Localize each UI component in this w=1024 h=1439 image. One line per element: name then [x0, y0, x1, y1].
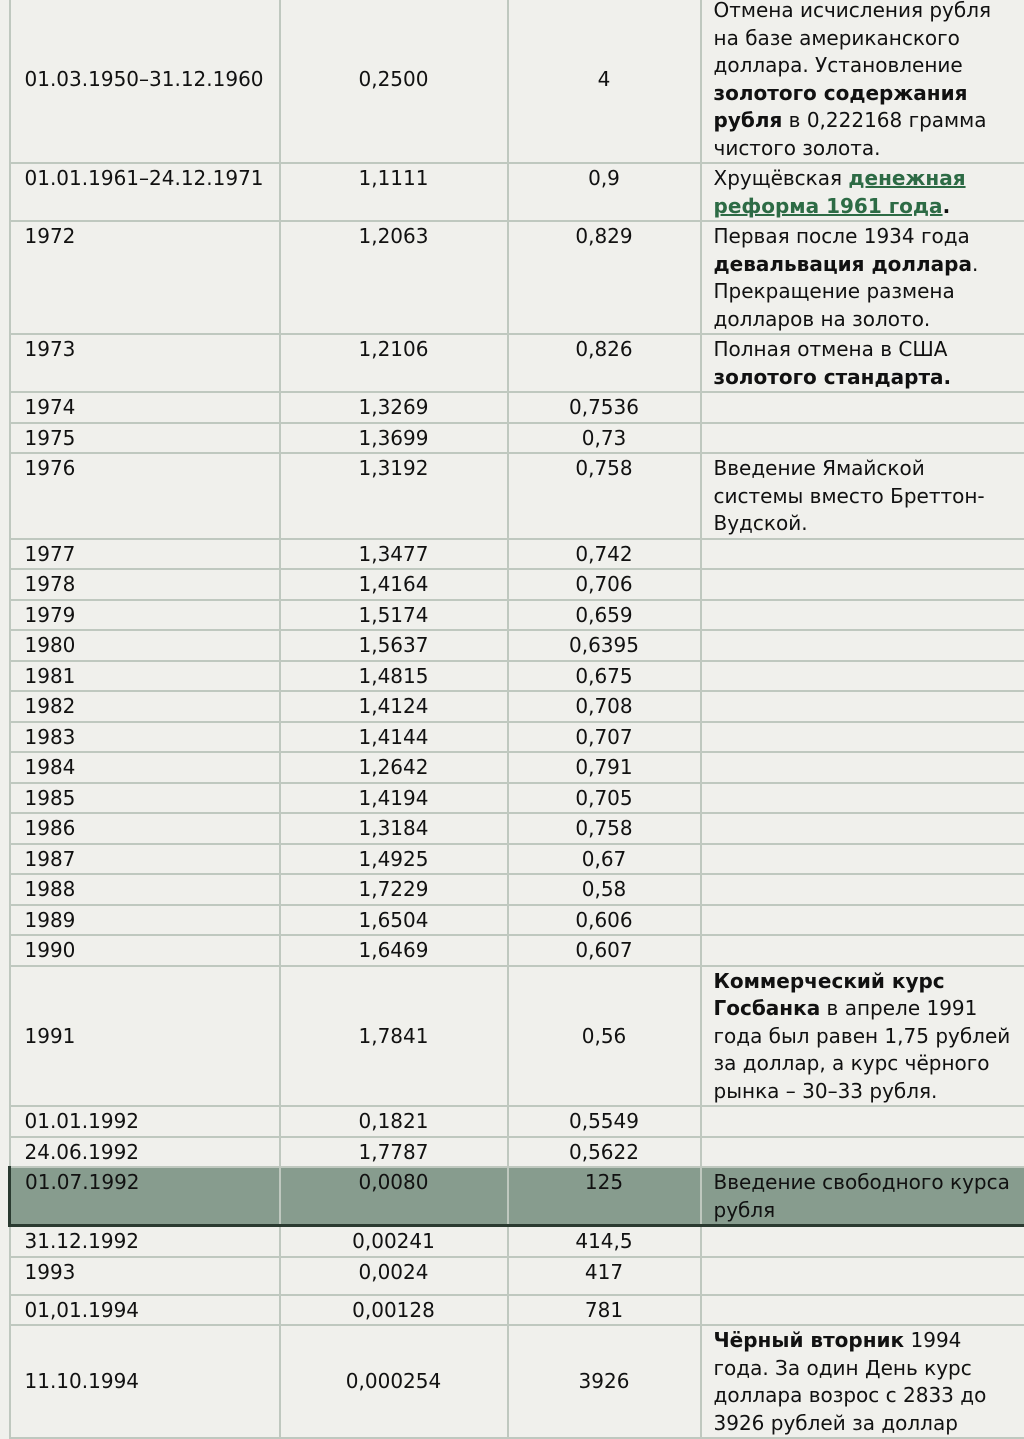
period-cell: 31.12.1992	[10, 1226, 280, 1257]
usd-to-rub-cell: 0,000254	[280, 1325, 508, 1438]
note-cell	[701, 221, 1024, 334]
note-cell	[701, 600, 1024, 631]
period-cell: 1974	[10, 392, 280, 423]
rub-to-usd-cell: 0,73	[508, 423, 701, 454]
usd-to-rub-cell: 1,1111	[280, 163, 508, 221]
period-cell: 1973	[10, 334, 280, 392]
table-row	[10, 752, 1024, 783]
exchange-rate-table	[8, 0, 1024, 1439]
rub-to-usd-cell: 0,705	[508, 783, 701, 814]
note-cell	[701, 661, 1024, 692]
table-row	[10, 163, 1024, 221]
period-cell: 11.10.1994	[10, 1325, 280, 1438]
rub-to-usd-cell: 3926	[508, 1325, 701, 1438]
period-cell: 01.07.1992	[10, 1167, 280, 1226]
rub-to-usd-cell: 0,67	[508, 844, 701, 875]
usd-to-rub-cell: 1,2106	[280, 334, 508, 392]
period-cell: 1987	[10, 844, 280, 875]
usd-to-rub-cell: 1,2063	[280, 221, 508, 334]
table-row	[10, 844, 1024, 875]
note-cell	[701, 163, 1024, 221]
note-cell	[701, 0, 1024, 163]
table-row	[10, 874, 1024, 905]
table-row	[10, 423, 1024, 454]
rub-to-usd-cell: 0,707	[508, 722, 701, 753]
note-text: Введение свободного курса рубля	[714, 1170, 1010, 1222]
note-text: в 0,222168 грамма чистого золота.	[714, 108, 987, 160]
rub-to-usd-cell: 0,5622	[508, 1137, 701, 1168]
note-text: Чёрный вторник	[714, 1328, 905, 1352]
usd-to-rub-cell: 1,6469	[280, 935, 508, 966]
note-cell	[701, 813, 1024, 844]
table-row	[10, 1226, 1024, 1257]
rub-to-usd-cell: 0,7536	[508, 392, 701, 423]
rub-to-usd-cell: 414,5	[508, 1226, 701, 1257]
exchange-rate-table-body	[10, 0, 1024, 1438]
note-text: золотого содержания рубля	[714, 81, 968, 133]
note-cell	[701, 1167, 1024, 1226]
table-row	[10, 221, 1024, 334]
rub-to-usd-cell: 0,708	[508, 691, 701, 722]
note-cell	[701, 905, 1024, 936]
period-cell: 1976	[10, 453, 280, 539]
period-cell: 1975	[10, 423, 280, 454]
rub-to-usd-cell: 0,56	[508, 966, 701, 1107]
period-cell: 1984	[10, 752, 280, 783]
note-cell	[701, 844, 1024, 875]
usd-to-rub-cell: 1,4925	[280, 844, 508, 875]
usd-to-rub-cell: 1,7787	[280, 1137, 508, 1168]
period-cell: 1993	[10, 1257, 280, 1295]
rub-to-usd-cell: 0,659	[508, 600, 701, 631]
note-text: золотого стандарта.	[714, 365, 952, 389]
table-row	[10, 1325, 1024, 1438]
note-cell	[701, 966, 1024, 1107]
rub-to-usd-cell: 0,606	[508, 905, 701, 936]
rub-to-usd-cell: 125	[508, 1167, 701, 1226]
note-text: .	[943, 194, 951, 218]
usd-to-rub-cell: 1,7229	[280, 874, 508, 905]
note-text: Коммерческий курс Госбанка	[714, 969, 945, 1021]
period-cell: 1980	[10, 630, 280, 661]
note-cell	[701, 1325, 1024, 1438]
note-cell	[701, 630, 1024, 661]
table-row	[10, 453, 1024, 539]
table-row	[10, 691, 1024, 722]
rub-to-usd-cell: 0,826	[508, 334, 701, 392]
usd-to-rub-cell: 1,6504	[280, 905, 508, 936]
table-row	[10, 935, 1024, 966]
note-text: девальвация доллара	[714, 252, 972, 276]
note-text: Полная отмена в США	[714, 337, 948, 361]
usd-to-rub-cell: 1,3269	[280, 392, 508, 423]
note-cell	[701, 453, 1024, 539]
period-cell: 1983	[10, 722, 280, 753]
table-row	[10, 783, 1024, 814]
note-text: 1994 года. За один День курс доллара возрос с 2833 до 3926 рублей за доллар	[714, 1328, 987, 1435]
note-text: Первая после 1934 года	[714, 224, 970, 248]
table-row	[10, 905, 1024, 936]
usd-to-rub-cell: 1,3192	[280, 453, 508, 539]
period-cell: 1978	[10, 569, 280, 600]
usd-to-rub-cell: 1,4815	[280, 661, 508, 692]
table-row	[10, 392, 1024, 423]
rub-to-usd-cell: 0,675	[508, 661, 701, 692]
usd-to-rub-cell: 1,4194	[280, 783, 508, 814]
note-text: . Прекращение размена долларов на золото.	[714, 252, 979, 331]
period-cell: 1985	[10, 783, 280, 814]
note-cell	[701, 423, 1024, 454]
reform-link[interactable]: денежная реформа 1961 года	[714, 166, 966, 218]
usd-to-rub-cell: 0,0080	[280, 1167, 508, 1226]
period-cell: 1990	[10, 935, 280, 966]
table-row	[10, 539, 1024, 570]
note-cell	[701, 783, 1024, 814]
rub-to-usd-cell: 0,58	[508, 874, 701, 905]
note-text: Отмена исчисления рубля на базе американского доллара. Установление	[714, 0, 992, 77]
table-row	[10, 661, 1024, 692]
usd-to-rub-cell: 1,3477	[280, 539, 508, 570]
note-cell	[701, 392, 1024, 423]
rub-to-usd-cell: 0,607	[508, 935, 701, 966]
usd-to-rub-cell: 1,5637	[280, 630, 508, 661]
usd-to-rub-cell: 1,4164	[280, 569, 508, 600]
rub-to-usd-cell: 781	[508, 1295, 701, 1326]
note-text: в апреле 1991 года был равен 1,75 рублей за доллар, а курс чёрного рынка – 30–33 рубля.	[714, 996, 1011, 1103]
usd-to-rub-cell: 0,00128	[280, 1295, 508, 1326]
table-row	[10, 1167, 1024, 1226]
usd-to-rub-cell: 1,3184	[280, 813, 508, 844]
usd-to-rub-cell: 1,4124	[280, 691, 508, 722]
note-cell	[701, 691, 1024, 722]
period-cell: 1981	[10, 661, 280, 692]
rub-to-usd-cell: 417	[508, 1257, 701, 1295]
rub-to-usd-cell: 0,742	[508, 539, 701, 570]
rub-to-usd-cell: 0,9	[508, 163, 701, 221]
period-cell: 01,01.1994	[10, 1295, 280, 1326]
period-cell: 01.01.1992	[10, 1106, 280, 1137]
table-row	[10, 630, 1024, 661]
period-cell: 1972	[10, 221, 280, 334]
period-cell: 01.03.1950–31.12.1960	[10, 0, 280, 163]
usd-to-rub-cell: 0,0024	[280, 1257, 508, 1295]
table-row	[10, 966, 1024, 1107]
usd-to-rub-cell: 1,2642	[280, 752, 508, 783]
note-text: Хрущёвская	[714, 166, 849, 190]
table-row	[10, 1295, 1024, 1326]
usd-to-rub-cell: 1,7841	[280, 966, 508, 1107]
rub-to-usd-cell: 0,758	[508, 453, 701, 539]
note-cell	[701, 569, 1024, 600]
note-cell	[701, 1295, 1024, 1326]
period-cell: 01.01.1961–24.12.1971	[10, 163, 280, 221]
period-cell: 1986	[10, 813, 280, 844]
table-row	[10, 1257, 1024, 1295]
note-cell	[701, 1106, 1024, 1137]
table-row	[10, 0, 1024, 163]
table-row	[10, 600, 1024, 631]
usd-to-rub-cell: 1,4144	[280, 722, 508, 753]
note-cell	[701, 752, 1024, 783]
note-cell	[701, 874, 1024, 905]
table-row	[10, 1106, 1024, 1137]
note-cell	[701, 935, 1024, 966]
usd-to-rub-cell: 0,2500	[280, 0, 508, 163]
rub-to-usd-cell: 0,758	[508, 813, 701, 844]
note-text: Введение Ямайской системы вместо Бреттон-Вудской.	[714, 456, 985, 535]
rub-to-usd-cell: 0,6395	[508, 630, 701, 661]
period-cell: 24.06.1992	[10, 1137, 280, 1168]
period-cell: 1982	[10, 691, 280, 722]
period-cell: 1991	[10, 966, 280, 1107]
table-row	[10, 813, 1024, 844]
usd-to-rub-cell: 0,00241	[280, 1226, 508, 1257]
period-cell: 1989	[10, 905, 280, 936]
table-row	[10, 1137, 1024, 1168]
period-cell: 1988	[10, 874, 280, 905]
note-cell	[701, 334, 1024, 392]
rub-to-usd-cell: 0,706	[508, 569, 701, 600]
rub-to-usd-cell: 0,829	[508, 221, 701, 334]
usd-to-rub-cell: 1,5174	[280, 600, 508, 631]
usd-to-rub-cell: 0,1821	[280, 1106, 508, 1137]
note-cell	[701, 722, 1024, 753]
note-cell	[701, 1257, 1024, 1295]
rub-to-usd-cell: 0,791	[508, 752, 701, 783]
rub-to-usd-cell: 4	[508, 0, 701, 163]
table-row	[10, 722, 1024, 753]
table-row	[10, 569, 1024, 600]
period-cell: 1977	[10, 539, 280, 570]
note-cell	[701, 1137, 1024, 1168]
period-cell: 1979	[10, 600, 280, 631]
note-cell	[701, 539, 1024, 570]
note-cell	[701, 1226, 1024, 1257]
table-row	[10, 334, 1024, 392]
rub-to-usd-cell: 0,5549	[508, 1106, 701, 1137]
usd-to-rub-cell: 1,3699	[280, 423, 508, 454]
